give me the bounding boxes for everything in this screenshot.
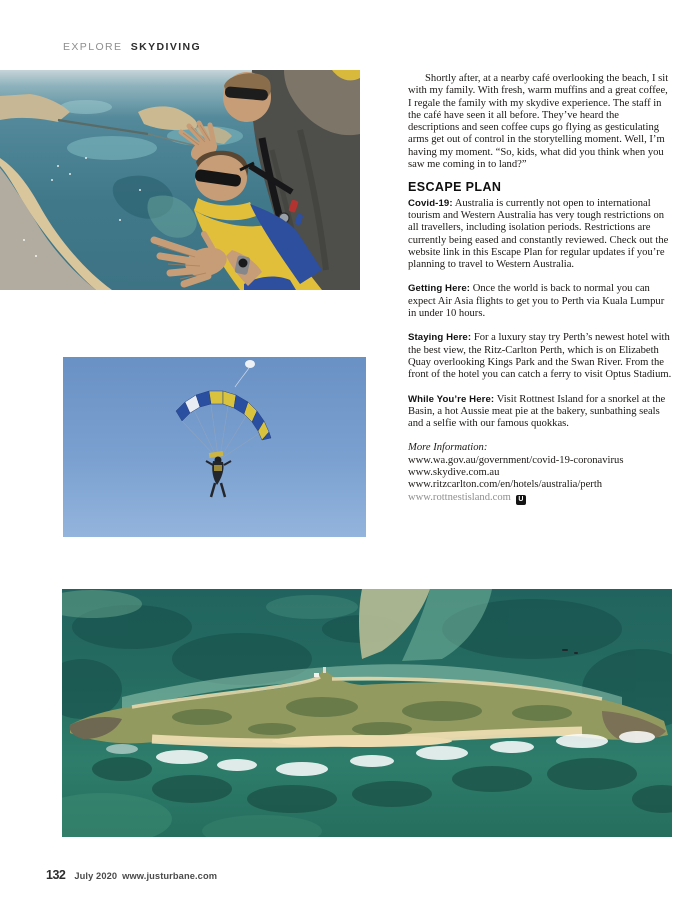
intro-paragraph: Shortly after, at a nearby café overlooking the beach, I sit with my family. With fresh, warm muffins and a great coffee, I regale the family with my skydive experience. The staff in the café have seen it all before. They’ve heard the descriptions and seen coffee cups go flying as gesticulating arms get out of control in the storytelling moment. Well, I’m having my moment. “So, kids, what did you think when you saw me coming in to land?”	[408, 73, 669, 171]
magazine-website: www.justurbane.com	[122, 871, 218, 881]
more-information-block	[408, 442, 672, 504]
getting-here-text: Once the world is back to normal you can expect Air Asia flights to get you to Perth via Kuala Lumpur in under 10 hours.	[408, 283, 665, 320]
page-number: 132	[46, 868, 66, 882]
issue-date: July 2020	[74, 871, 118, 881]
link-rottnest: www.rottnestisland.com	[408, 491, 511, 503]
last-link-line	[408, 492, 672, 505]
staying-here-text: For a luxury stay try Perth’s newest hotel with the best view, the Ritz-Carlton Perth, which is on Elizabeth Quay overlooking Kings Park and the Swan River. From the front of the hotel you can catch a ferry to visit Optus Stadium.	[408, 332, 672, 381]
escape-plan-item-while-here	[408, 394, 672, 431]
link-ritzcarlton: www.ritzcarlton.com/en/hotels/australia/perth	[408, 479, 603, 491]
freefall-photo-art	[0, 70, 360, 290]
while-here-label: While You’re Here:	[408, 393, 495, 405]
urbane-end-mark-icon: U	[516, 495, 526, 505]
kicker-topic-label: SKYDIVING	[130, 41, 202, 53]
while-here-text: Visit Rottnest Island for a snorkel at the Basin, a hot Aussie meat pie at the bakery, sunbathing seals and a selfie with our famous quokkas.	[408, 393, 666, 430]
canopy-photo	[63, 357, 366, 537]
more-information-label: More Information:	[408, 442, 488, 454]
link-wa-gov: www.wa.gov.au/government/covid-19-coronavirus	[408, 454, 624, 466]
staying-here-label: Staying Here:	[408, 332, 472, 344]
covid-label: Covid-19:	[408, 197, 453, 209]
island-photo	[62, 589, 672, 837]
covid-text: Australia is currently not open to international tourism and Western Australia has very tough restrictions on all travellers, including isolation periods. Restrictions are currently being eased and constantly reviewed. Check out the website link in this Escape Plan for regular updates if you’re planning to travel to Western Australia.	[408, 197, 669, 271]
article-column	[408, 73, 672, 505]
island-photo-art	[62, 589, 672, 837]
section-kicker	[63, 41, 201, 53]
canopy-photo-art	[63, 357, 366, 537]
escape-plan-item-staying-here	[408, 332, 672, 381]
kicker-section-label: EXPLORE	[63, 41, 123, 53]
escape-plan-item-covid	[408, 198, 672, 272]
escape-plan-item-getting-here	[408, 283, 672, 320]
page-footer	[46, 868, 217, 882]
freefall-photo	[0, 70, 360, 290]
getting-here-label: Getting Here:	[408, 283, 471, 295]
sky	[63, 357, 366, 537]
escape-plan-heading: ESCAPE PLAN	[408, 180, 502, 195]
link-skydive: www.skydive.com.au	[408, 467, 500, 479]
